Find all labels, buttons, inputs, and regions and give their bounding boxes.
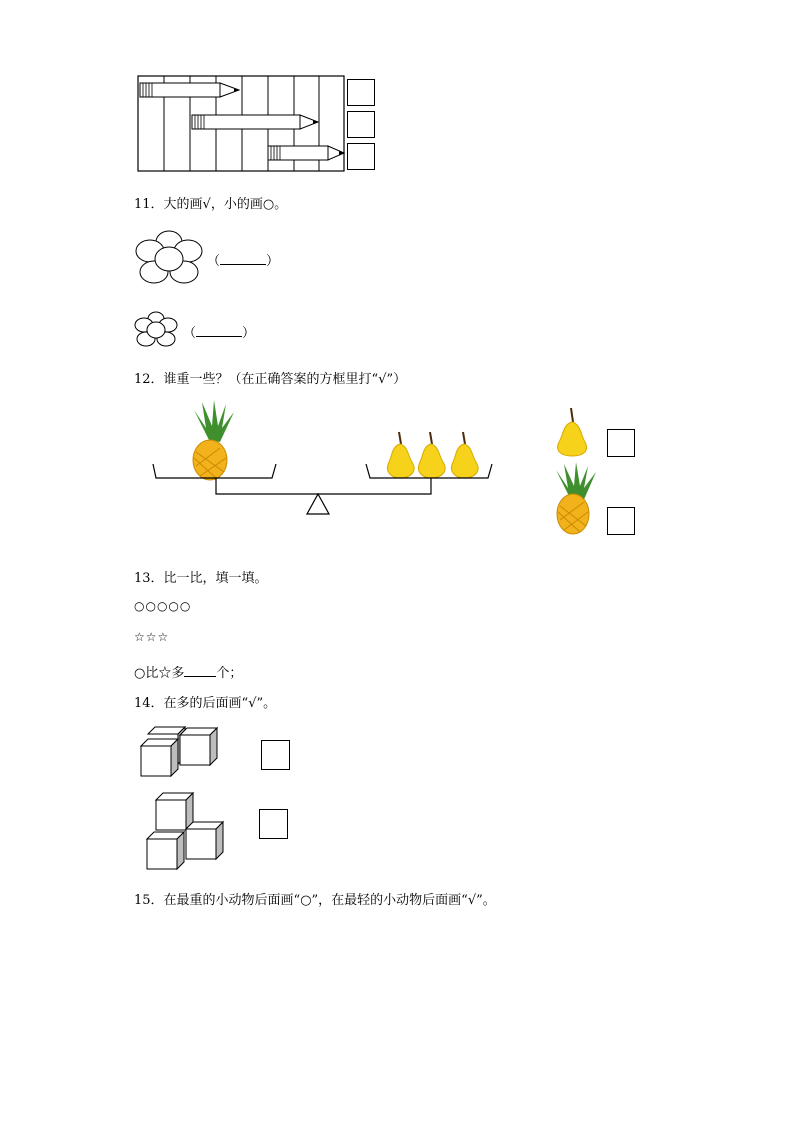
answer-box-pineapple[interactable] <box>607 507 635 535</box>
answer-box-cubes-1[interactable] <box>261 740 290 770</box>
pencil-3 <box>268 146 344 160</box>
compare-sentence <box>134 662 242 681</box>
pear-icon-3 <box>451 432 478 478</box>
cubes-group-2 <box>145 791 235 873</box>
balance-scale-figure <box>134 400 644 560</box>
pear-icon-1 <box>387 432 414 478</box>
answer-box-pencil-3[interactable] <box>347 143 375 170</box>
stars-row: ☆☆☆ <box>134 630 170 644</box>
cubes-group-1 <box>138 724 228 780</box>
compare-post: 个； <box>216 666 243 681</box>
big-flower-icon <box>133 229 205 289</box>
question-11-label: 11．大的画√，小的画○。 <box>134 197 288 212</box>
answer-blank-small-flower[interactable] <box>183 322 255 341</box>
cube-icon <box>141 739 178 776</box>
small-flower-icon <box>133 311 179 351</box>
answer-box-pencil-1[interactable] <box>347 79 375 106</box>
cube-icon <box>186 822 223 859</box>
pineapple-icon <box>193 400 234 480</box>
cube-icon <box>156 793 193 830</box>
paren-right: ） <box>266 254 280 269</box>
pear-choice-icon <box>558 408 587 456</box>
answer-blank-big-flower[interactable] <box>207 250 279 269</box>
compare-pre: ○比☆多 <box>134 666 185 681</box>
pencil-1 <box>140 83 239 97</box>
pencil-grid <box>137 75 377 175</box>
circles-row: ○○○○○ <box>134 599 192 613</box>
cube-icon <box>180 728 217 765</box>
question-14-label: 14．在多的后面画“√”。 <box>134 696 277 711</box>
paren-left: （ <box>207 254 221 269</box>
compare-blank[interactable] <box>184 676 216 677</box>
paren-left: （ <box>183 326 197 341</box>
question-13-label: 13．比一比，填一填。 <box>134 571 268 586</box>
answer-box-cubes-2[interactable] <box>259 809 288 839</box>
question-12-label: 12．谁重一些？（在正确答案的方框里打“√”） <box>134 372 407 387</box>
answer-box-pencil-2[interactable] <box>347 111 375 138</box>
pear-icon-2 <box>418 432 445 478</box>
question-15-label: 15．在最重的小动物后面画“○”，在最轻的小动物后面画“√”。 <box>134 893 496 908</box>
pencil-2 <box>192 115 318 129</box>
answer-box-pear[interactable] <box>607 429 635 457</box>
cube-icon <box>147 832 184 869</box>
paren-right: ） <box>242 326 256 341</box>
pineapple-choice-icon <box>556 462 596 534</box>
